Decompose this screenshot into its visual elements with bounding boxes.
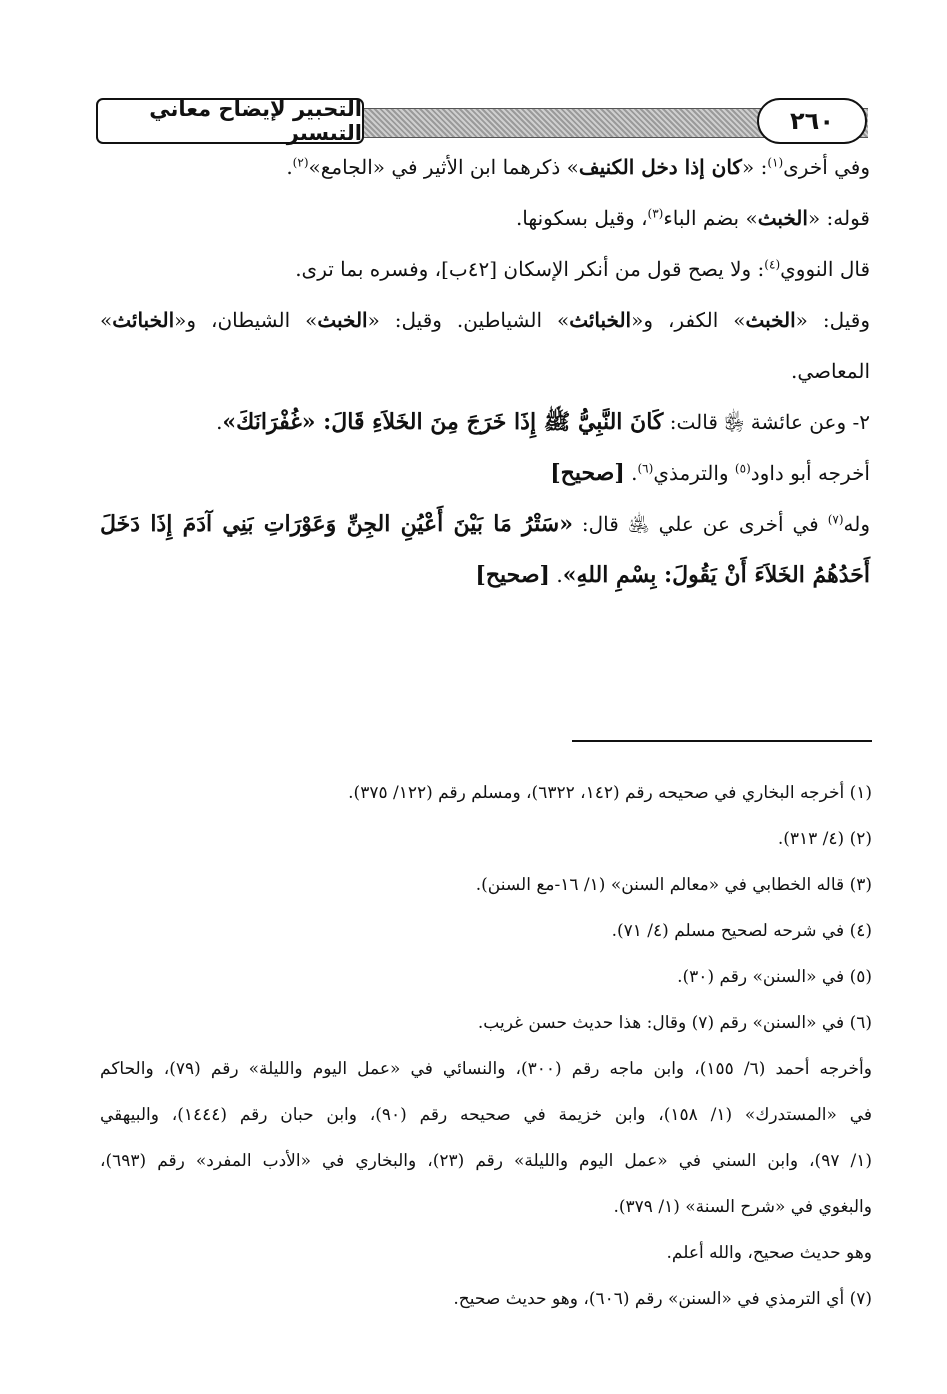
- text-line-7: أخرجه أبو داود$^{(٥)}$ والترمذي$^{(٦)}$. [صحيح]: [550, 460, 870, 486]
- footnote-separator: [572, 740, 872, 742]
- page-number: ٢٦٠: [757, 98, 867, 144]
- footnote-6-cont-4: والبغوي في «شرح السنة» (١/ ٣٧٩).: [613, 1197, 872, 1217]
- footnote-ref: (٢): [292, 155, 309, 170]
- authenticity-badge: [صحيح]: [475, 562, 550, 588]
- hadith-text: أَحَدُهُمُ الخَلاَءَ أَنْ يَقُولَ: بِسْمِ اللهِ»: [562, 562, 870, 588]
- footnote-6-cont-5: وهو حديث صحيح، والله أعلم.: [666, 1243, 872, 1263]
- book-title: التحبير لإيضاح معاني التيسير: [96, 98, 364, 144]
- footnote-4: (٤) في شرحه لصحيح مسلم (٤/ ٧١).: [611, 921, 872, 941]
- footnote-6-cont-2: في «المستدرك» (١/ ١٥٨)، وابن خزيمة في صحيحه رقم (٩٠)، وابن حبان رقم (١٤٤٤)، والبيهقي: [100, 1105, 872, 1125]
- footnote-7: (٧) أي الترمذي في «السنن» رقم (٦٠٦)، وهو حديث صحيح.: [453, 1289, 872, 1309]
- footnote-ref: (٣): [647, 206, 664, 221]
- footnote-1: (١) أخرجه البخاري في صحيحه رقم (١٤٢، ٦٣٢٢)، ومسلم رقم (١٢٢/ ٣٧٥).: [348, 783, 872, 803]
- text-line-9: أَحَدُهُمُ الخَلاَءَ أَنْ يَقُولَ: بِسْمِ اللهِ». [صحيح]: [475, 562, 870, 588]
- term: الخبائث: [112, 308, 175, 332]
- term: الخبائث: [569, 308, 632, 332]
- footnote-ref: (٤): [764, 257, 781, 272]
- footnote-3: (٣) قاله الخطابي في «معالم السنن» (١/ ١٦-مع السنن).: [475, 875, 872, 895]
- term: الخبث: [317, 308, 368, 332]
- footnote-ref: (٧): [827, 512, 844, 527]
- footnote-6: (٦) في «السنن» رقم (٧) وقال: هذا حديث حسن غريب.: [477, 1013, 872, 1033]
- text-line-1: وفي أخرى$^{(١)}$: «كان إذا دخل الكنيف» ذكرهما ابن الأثير في «الجامع»$^{(٢)}$.: [286, 155, 870, 179]
- footnote-ref: (١): [767, 155, 784, 170]
- authenticity-badge: [صحيح]: [550, 460, 625, 486]
- text-line-6: ٢- وعن عائشة ﵂ قالت: كَانَ النَّبِيُّ ﷺ إِذَا خَرَجَ مِنَ الخَلاَءِ قَالَ: «غُفْرَانَكَ».: [216, 409, 870, 435]
- hadith-text: «سَتْرُ مَا بَيْنَ أَعْيُنِ الجِنِّ وَعَوْرَاتِ بَنِي آدَمَ إِذَا دَخَلَ: [100, 511, 573, 537]
- footnote-5: (٥) في «السنن» رقم (٣٠).: [677, 967, 872, 987]
- text-line-2: قوله: «الخبث» بضم الباء$^{(٣)}$، وقيل بسكونها.: [515, 206, 870, 230]
- text-line-4: وقيل: «الخبث» الكفر، و«الخبائث» الشياطين. وقيل: «الخبث» الشيطان، و«الخبائث»: [100, 308, 870, 332]
- text-line-5: المعاصي.: [791, 359, 870, 383]
- hadith-quote: كان إذا دخل الكنيف: [578, 155, 742, 179]
- footnote-6-cont-3: (١/ ٩٧)، وابن السني في «عمل اليوم والليلة» رقم (٢٣)، والبخاري في «الأدب المفرد» رقم (٦٩٣)،: [100, 1151, 872, 1171]
- footnotes: [100, 770, 872, 1322]
- hadith-text: كَانَ النَّبِيُّ ﷺ إِذَا خَرَجَ مِنَ الخَلاَءِ قَالَ: «غُفْرَانَكَ»: [222, 409, 664, 435]
- term: الخبث: [757, 206, 808, 230]
- footnote-ref: (٦): [637, 461, 654, 476]
- footnote-6-cont-1: وأخرجه أحمد (٦/ ١٥٥)، وابن ماجه رقم (٣٠٠)، والنسائي في «عمل اليوم والليلة» رقم (٧٩)، والحاكم: [100, 1059, 872, 1079]
- footnote-ref: (٥): [734, 461, 751, 476]
- text-line-3: قال النووي$^{(٤)}$: ولا يصح قول من أنكر الإسكان [٤٢ب]، وفسره بما ترى.: [295, 257, 870, 281]
- main-text: [100, 142, 870, 601]
- footnote-2: (٢) (٤/ ٣١٣).: [777, 829, 872, 849]
- term: الخبث: [745, 308, 796, 332]
- text-line-8: وله$^{(٧)}$ في أخرى عن علي ﵁ قال: «سَتْرُ مَا بَيْنَ أَعْيُنِ الجِنِّ وَعَوْرَاتِ بَنِي آدَمَ إِذَا دَخَلَ: [100, 511, 870, 537]
